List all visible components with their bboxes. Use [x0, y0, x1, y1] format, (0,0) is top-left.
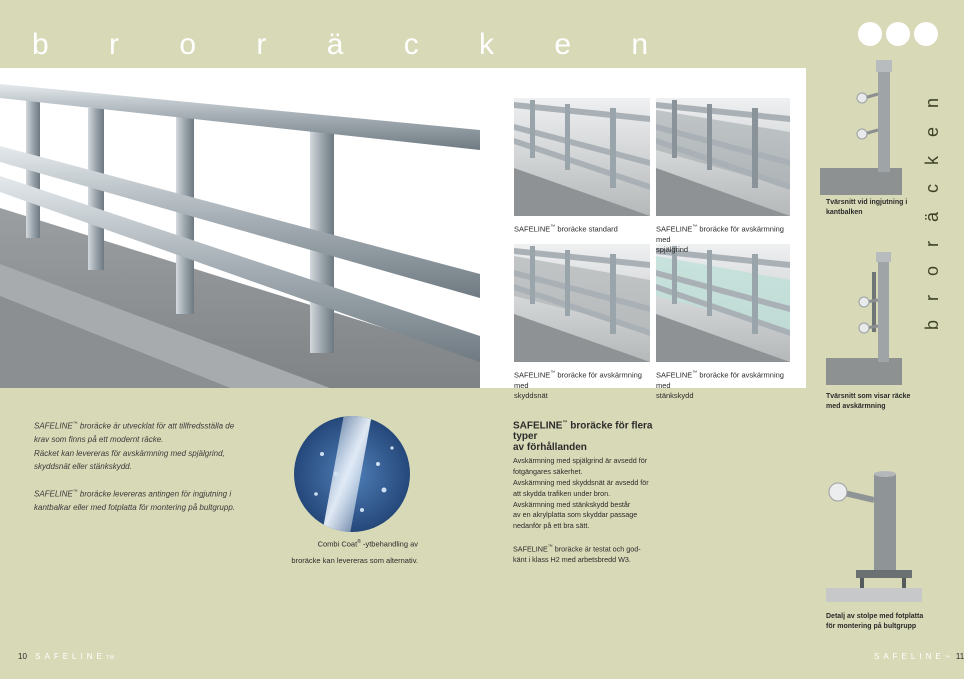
post-baseplate-drawing [826, 470, 922, 602]
circle-icon [914, 22, 938, 46]
thumb-skyddsnat-photo [514, 244, 650, 362]
thumb-caption-standard: SAFELINE™ broräcke standard [514, 224, 618, 234]
types-body: Avskärmning med spjälgrind är avsedd för fotgängares säkerhet. Avskärmning med skyddsnät är avsedd för att skydda trafiken under bron. Avskärmning med stänkskydd består av en akrylplatta som skyddar passage nedanför på ett bra sätt. [513, 456, 649, 531]
combi-coat-caption: Combi Coat® -ytbehandling av broräcke kan levereras som alternativ. [291, 539, 418, 565]
types-tested: SAFELINE™ broräcke är testat och god- känt i klass H2 med arbetsbredd W3. [513, 543, 641, 565]
footer-left: 10 SAFELINETM [18, 652, 116, 661]
thumb-caption-stankskydd: SAFELINE™ broräcke för avskärmning med stänkskydd [656, 370, 784, 400]
decorative-dots [858, 22, 938, 46]
page-title: b r o r ä c k e n [32, 28, 675, 61]
types-section [513, 418, 663, 566]
caption-cast-section: Tvärsnitt vid ingjutning i kantbalken [826, 199, 908, 216]
footer-brand-left: SAFELINE [35, 652, 106, 661]
thumb-stankskydd-photo [656, 244, 790, 362]
caption-baseplate-detail: Detalj av stolpe med fotplatta för montering på bultgrupp [826, 613, 924, 630]
vertical-title: b r o r ä c k e n [922, 90, 942, 330]
footer-brand-right: SAFELINE [874, 652, 945, 661]
intro-paragraph-2: SAFELINE™ broräcke levereras antingen för ingjutning i kantbalkar eller med fotplatta för montering på bultgrupp. [34, 488, 236, 512]
thumb-caption-skyddsnat: SAFELINE™ broräcke för avskärmning med skyddsnät [514, 370, 642, 400]
intro-text [34, 418, 266, 526]
thumb-spjalgrind-photo [656, 98, 790, 216]
thumb-caption-spjalgrind: SAFELINE™ broräcke för avskärmning med spjälgrind [656, 224, 784, 254]
circle-icon [886, 22, 910, 46]
page-number-right: 11 [955, 652, 964, 661]
combi-coat-photo [292, 414, 412, 534]
caption-screen-section: Tvärsnitt som visar räcke med avskärmning [826, 393, 911, 410]
thumb-standard-photo [514, 98, 650, 216]
types-heading: SAFELINE™ broräcke för flera typer av förhållanden [513, 420, 653, 454]
page-number-left: 10 [18, 652, 27, 661]
intro-paragraph-1: SAFELINE™ broräcke är utvecklat för att tillfredsställa de krav som finns på ett modernt räcke. Räcket kan levereras för avskärmning med spjälgrind, skyddsnät eller stänkskydd. [34, 421, 235, 472]
cross-section-screen-drawing [826, 230, 916, 385]
circle-icon [858, 22, 882, 46]
footer-right: SAFELINE™ 11 [874, 652, 964, 661]
cross-section-cast-drawing [820, 60, 910, 195]
